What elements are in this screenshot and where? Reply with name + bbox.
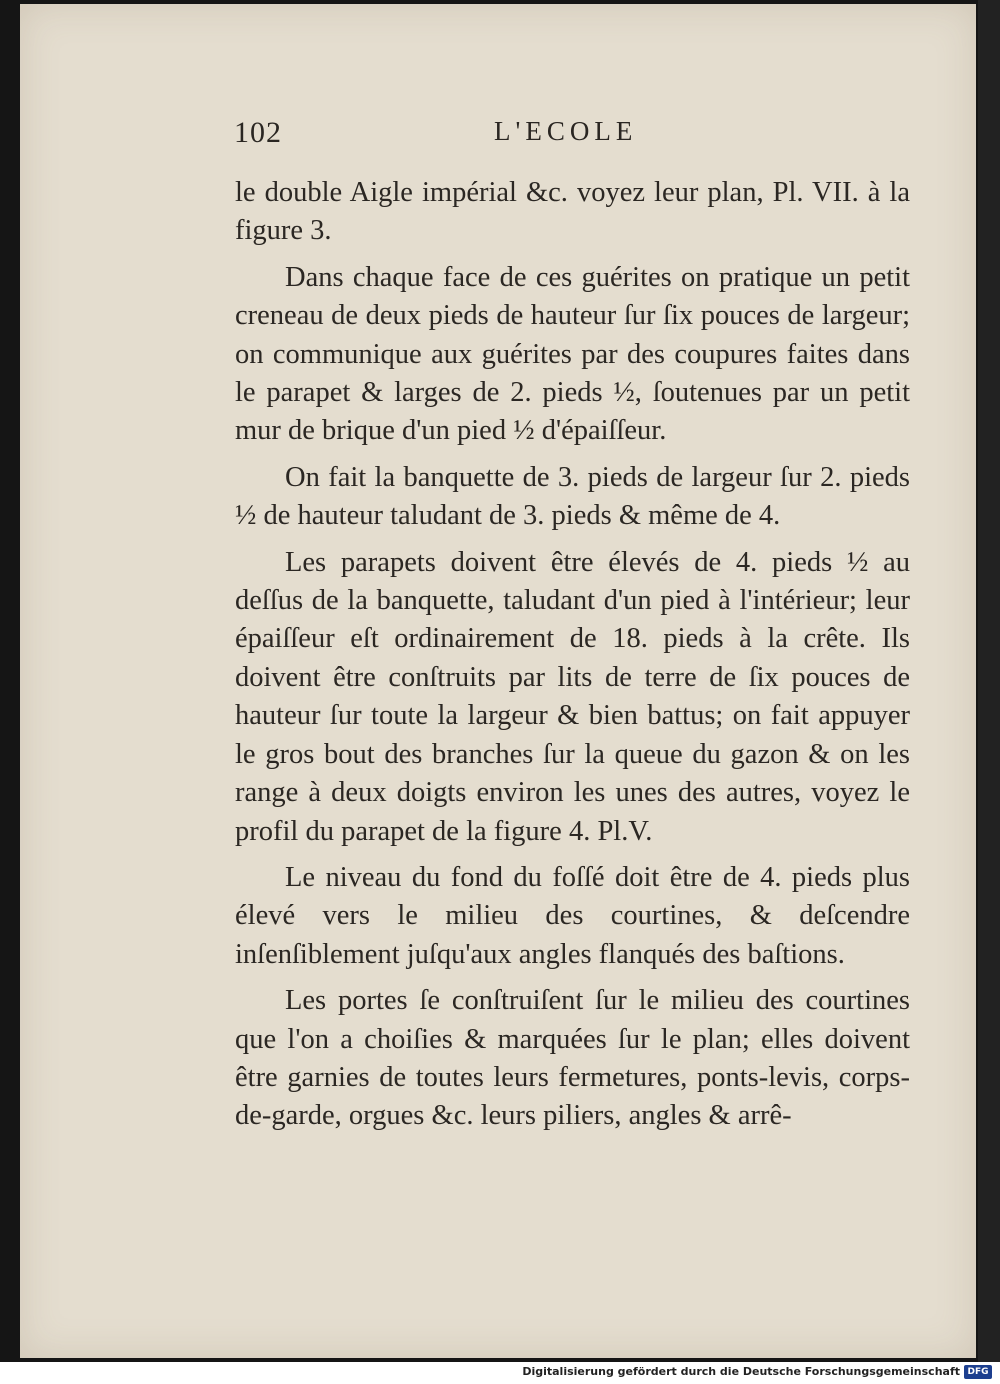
footer-bar (0, 1362, 1000, 1384)
paragraph: Le niveau du fond du foſſé doit être de 4. pieds plus élevé vers le milieu des courtines, & deſcendre inſenſiblement juſqu'aux angles flanqués des baſtions. (235, 861, 910, 970)
footer-credit: Digitalisierung gefördert durch die Deutsche Forschungsgemeinschaft (522, 1365, 960, 1378)
dfg-logo-icon: DFG (964, 1365, 992, 1379)
body-text (235, 174, 910, 1144)
page-header (20, 116, 976, 152)
page-number: 102 (234, 116, 282, 149)
paragraph: Les parapets doivent être élevés de 4. pieds ½ au deſſus de la banquette, taludant d'un pied à l'intérieur; leur épaiſſeur eſt ordinairement de 18. pieds à la crête. Ils doivent être conſtruits par lits de terre de ſix pouces de hauteur ſur toute la largeur & bien battus; on fait appuyer le gros bout des branches ſur la queue du gazon & on les range à deux doigts environ les unes des autres, voyez le profil du parapet de la figure 4. Pl.V. (235, 546, 910, 847)
paragraph: Les portes ſe conſtruiſent ſur le milieu des courtines que l'on a choiſies & marquées ſur le plan; elles doivent être garnies de toutes leurs fermetures, ponts-levis, corps-de-garde, orgues &c. leurs piliers, angles & arrê- (235, 985, 910, 1132)
running-head: L'ECOLE (494, 116, 638, 146)
paragraph: le double Aigle impérial &c. voyez leur plan, Pl. VII. à la figure 3. (235, 177, 910, 247)
book-page (20, 4, 976, 1358)
paragraph: Dans chaque face de ces guérites on pratique un petit creneau de deux pieds de hauteur ſur ſix pouces de largeur; on communique aux guérites par des coupures faites dans le parapet & larges de 2. pieds ½, ſoutenues par un petit mur de brique d'un pied ½ d'épaiſſeur. (235, 261, 910, 447)
book-edge (978, 0, 1000, 1362)
paragraph: On fait la banquette de 3. pieds de largeur ſur 2. pieds ½ de hauteur taludant de 3. pieds & même de 4. (235, 461, 910, 532)
